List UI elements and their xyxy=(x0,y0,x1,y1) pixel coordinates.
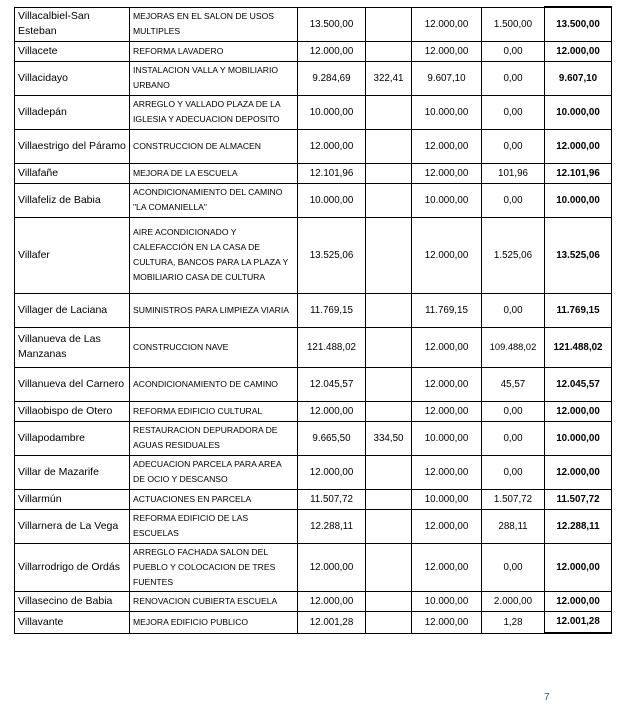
presupuesto-cell: 10.000,00 xyxy=(298,183,366,217)
table-row xyxy=(15,421,612,455)
total-cell: 12.000,00 xyxy=(545,591,612,611)
ajuste-cell xyxy=(366,611,412,633)
presupuesto-cell: 12.000,00 xyxy=(298,543,366,591)
table-row xyxy=(15,163,612,183)
total-cell: 10.000,00 xyxy=(545,183,612,217)
table-row xyxy=(15,327,612,367)
table-row xyxy=(15,509,612,543)
table-row xyxy=(15,7,612,41)
ajuste-cell xyxy=(366,163,412,183)
subvencion-cell: 12.000,00 xyxy=(412,611,482,633)
municipio-cell: Villarnera de La Vega xyxy=(15,509,130,543)
descripcion-cell: REFORMA LAVADERO xyxy=(130,41,298,61)
descripcion-cell: ARREGLO FACHADA SALON DEL PUEBLO Y COLOCACION DE TRES FUENTES xyxy=(130,543,298,591)
aportacion-cell: 45,57 xyxy=(482,367,545,401)
descripcion-cell: MEJORA DE LA ESCUELA xyxy=(130,163,298,183)
subvencion-cell: 12.000,00 xyxy=(412,217,482,293)
total-cell: 12.288,11 xyxy=(545,509,612,543)
subvencion-cell: 12.000,00 xyxy=(412,401,482,421)
descripcion-cell: RENOVACION CUBIERTA ESCUELA xyxy=(130,591,298,611)
ajuste-cell xyxy=(366,293,412,327)
descripcion-cell: SUMINISTROS PARA LIMPIEZA VIARIA xyxy=(130,293,298,327)
ajuste-cell xyxy=(366,327,412,367)
total-cell: 10.000,00 xyxy=(545,421,612,455)
table-row xyxy=(15,401,612,421)
table-row xyxy=(15,293,612,327)
total-cell: 11.507,72 xyxy=(545,489,612,509)
subvencion-cell: 12.000,00 xyxy=(412,129,482,163)
municipio-cell: Villacalbiel-San Esteban xyxy=(15,7,130,41)
municipio-cell: Villager de Laciana xyxy=(15,293,130,327)
ajuste-cell xyxy=(366,7,412,41)
ajuste-cell xyxy=(366,367,412,401)
presupuesto-cell: 12.045,57 xyxy=(298,367,366,401)
aportacion-cell: 1,28 xyxy=(482,611,545,633)
table-row xyxy=(15,95,612,129)
total-cell: 12.000,00 xyxy=(545,41,612,61)
subvencion-cell: 11.769,15 xyxy=(412,293,482,327)
table-row xyxy=(15,455,612,489)
page-number: 7 xyxy=(544,692,550,703)
descripcion-cell: ACTUACIONES EN PARCELA xyxy=(130,489,298,509)
presupuesto-cell: 12.000,00 xyxy=(298,41,366,61)
table-row xyxy=(15,183,612,217)
presupuesto-cell: 12.000,00 xyxy=(298,129,366,163)
municipio-cell: Villafer xyxy=(15,217,130,293)
presupuesto-cell: 9.284,69 xyxy=(298,61,366,95)
aportacion-cell: 0,00 xyxy=(482,95,545,129)
presupuesto-cell: 9.665,50 xyxy=(298,421,366,455)
aportacion-cell: 1.507,72 xyxy=(482,489,545,509)
total-cell: 12.000,00 xyxy=(545,129,612,163)
ajuste-cell xyxy=(366,591,412,611)
aportacion-cell: 109.488,02 xyxy=(482,327,545,367)
total-cell: 13.525,06 xyxy=(545,217,612,293)
descripcion-cell: ARREGLO Y VALLADO PLAZA DE LA IGLESIA Y ADECUACION DEPOSITO xyxy=(130,95,298,129)
presupuesto-cell: 12.000,00 xyxy=(298,591,366,611)
subvencion-cell: 10.000,00 xyxy=(412,421,482,455)
municipio-cell: Villasecino de Babia xyxy=(15,591,130,611)
municipio-cell: Villapodambre xyxy=(15,421,130,455)
presupuesto-cell: 121.488,02 xyxy=(298,327,366,367)
ajuste-cell xyxy=(366,401,412,421)
ajuste-cell xyxy=(366,95,412,129)
ajuste-cell xyxy=(366,217,412,293)
table-row xyxy=(15,129,612,163)
descripcion-cell: ADECUACION PARCELA PARA AREA DE OCIO Y DESCANSO xyxy=(130,455,298,489)
municipio-cell: Villaestrigo del Páramo xyxy=(15,129,130,163)
table-row xyxy=(15,591,612,611)
presupuesto-cell: 12.288,11 xyxy=(298,509,366,543)
total-cell: 12.000,00 xyxy=(545,401,612,421)
aportacion-cell: 0,00 xyxy=(482,543,545,591)
descripcion-cell: REFORMA EDIFICIO DE LAS ESCUELAS xyxy=(130,509,298,543)
subvencion-cell: 12.000,00 xyxy=(412,509,482,543)
descripcion-cell: MEJORA EDIFICIO PUBLICO xyxy=(130,611,298,633)
presupuesto-cell: 13.525,06 xyxy=(298,217,366,293)
descripcion-cell: MEJORAS EN EL SALON DE USOS MULTIPLES xyxy=(130,7,298,41)
total-cell: 12.000,00 xyxy=(545,543,612,591)
presupuesto-cell: 12.101,96 xyxy=(298,163,366,183)
table-row xyxy=(15,611,612,633)
aportacion-cell: 0,00 xyxy=(482,455,545,489)
municipio-cell: Villarmún xyxy=(15,489,130,509)
aportacion-cell: 1.500,00 xyxy=(482,7,545,41)
municipio-cell: Villar de Mazarife xyxy=(15,455,130,489)
descripcion-cell: CONSTRUCCION NAVE xyxy=(130,327,298,367)
aportacion-cell: 0,00 xyxy=(482,129,545,163)
total-cell: 12.101,96 xyxy=(545,163,612,183)
subvencion-cell: 12.000,00 xyxy=(412,543,482,591)
aportacion-cell: 288,11 xyxy=(482,509,545,543)
presupuesto-cell: 11.769,15 xyxy=(298,293,366,327)
presupuesto-cell: 13.500,00 xyxy=(298,7,366,41)
aportacion-cell: 0,00 xyxy=(482,61,545,95)
descripcion-cell: REFORMA EDIFICIO CULTURAL xyxy=(130,401,298,421)
municipio-cell: Villadepán xyxy=(15,95,130,129)
subvencion-cell: 10.000,00 xyxy=(412,183,482,217)
total-cell: 10.000,00 xyxy=(545,95,612,129)
table-row xyxy=(15,41,612,61)
descripcion-cell: RESTAURACION DEPURADORA DE AGUAS RESIDUALES xyxy=(130,421,298,455)
ajuste-cell xyxy=(366,509,412,543)
presupuesto-cell: 10.000,00 xyxy=(298,95,366,129)
municipio-cell: Villafeliz de Babia xyxy=(15,183,130,217)
descripcion-cell: AIRE ACONDICIONADO Y CALEFACCIÓN EN LA CASA DE CULTURA, BANCOS PARA LA PLAZA Y MOBILIARIO CASA DE CULTURA xyxy=(130,217,298,293)
table-row xyxy=(15,61,612,95)
presupuesto-cell: 12.000,00 xyxy=(298,401,366,421)
presupuesto-cell: 12.000,00 xyxy=(298,455,366,489)
municipio-cell: Villacidayo xyxy=(15,61,130,95)
grants-table xyxy=(14,6,612,634)
subvencion-cell: 10.000,00 xyxy=(412,489,482,509)
ajuste-cell xyxy=(366,41,412,61)
total-cell: 12.045,57 xyxy=(545,367,612,401)
aportacion-cell: 2.000,00 xyxy=(482,591,545,611)
ajuste-cell xyxy=(366,543,412,591)
presupuesto-cell: 12.001,28 xyxy=(298,611,366,633)
municipio-cell: Villacete xyxy=(15,41,130,61)
total-cell: 12.000,00 xyxy=(545,455,612,489)
subvencion-cell: 12.000,00 xyxy=(412,41,482,61)
municipio-cell: Villanueva de Las Manzanas xyxy=(15,327,130,367)
municipio-cell: Villaobispo de Otero xyxy=(15,401,130,421)
subvencion-cell: 9.607,10 xyxy=(412,61,482,95)
table-body xyxy=(15,7,612,633)
table-row xyxy=(15,489,612,509)
subvencion-cell: 12.000,00 xyxy=(412,327,482,367)
subvencion-cell: 10.000,00 xyxy=(412,95,482,129)
subvencion-cell: 12.000,00 xyxy=(412,367,482,401)
aportacion-cell: 101,96 xyxy=(482,163,545,183)
aportacion-cell: 0,00 xyxy=(482,41,545,61)
subvencion-cell: 12.000,00 xyxy=(412,455,482,489)
descripcion-cell: INSTALACION VALLA Y MOBILIARIO URBANO xyxy=(130,61,298,95)
municipio-cell: Villavante xyxy=(15,611,130,633)
municipio-cell: Villafañe xyxy=(15,163,130,183)
ajuste-cell xyxy=(366,455,412,489)
municipio-cell: Villarrodrigo de Ordás xyxy=(15,543,130,591)
total-cell: 9.607,10 xyxy=(545,61,612,95)
table-row xyxy=(15,367,612,401)
municipio-cell: Villanueva del Carnero xyxy=(15,367,130,401)
total-cell: 121.488,02 xyxy=(545,327,612,367)
aportacion-cell: 0,00 xyxy=(482,293,545,327)
aportacion-cell: 1.525,06 xyxy=(482,217,545,293)
subvencion-cell: 10.000,00 xyxy=(412,591,482,611)
descripcion-cell: ACONDICIONAMIENTO DEL CAMINO "LA COMANIELLA" xyxy=(130,183,298,217)
aportacion-cell: 0,00 xyxy=(482,183,545,217)
table-row xyxy=(15,217,612,293)
ajuste-cell xyxy=(366,129,412,163)
aportacion-cell: 0,00 xyxy=(482,421,545,455)
subvencion-cell: 12.000,00 xyxy=(412,7,482,41)
ajuste-cell: 334,50 xyxy=(366,421,412,455)
total-cell: 11.769,15 xyxy=(545,293,612,327)
ajuste-cell xyxy=(366,183,412,217)
descripcion-cell: CONSTRUCCION DE ALMACEN xyxy=(130,129,298,163)
descripcion-cell: ACONDICIONAMIENTO DE CAMINO xyxy=(130,367,298,401)
aportacion-cell: 0,00 xyxy=(482,401,545,421)
table-row xyxy=(15,543,612,591)
ajuste-cell xyxy=(366,489,412,509)
total-cell: 13.500,00 xyxy=(545,7,612,41)
total-cell: 12.001,28 xyxy=(545,611,612,633)
ajuste-cell: 322,41 xyxy=(366,61,412,95)
presupuesto-cell: 11.507,72 xyxy=(298,489,366,509)
subvencion-cell: 12.000,00 xyxy=(412,163,482,183)
